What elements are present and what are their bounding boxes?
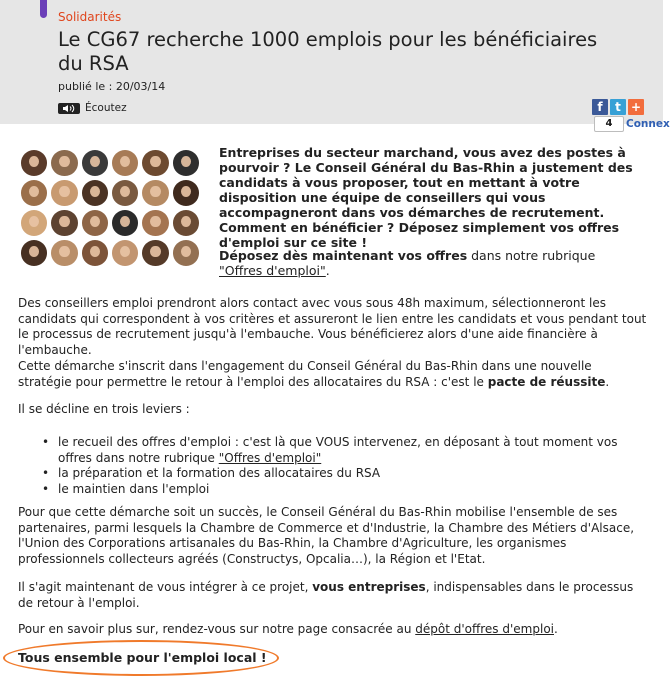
cta-end: .	[325, 263, 330, 278]
cta-text: dans notre rubrique	[467, 248, 596, 263]
paragraph-entreprises-text: Il s'agit maintenant de vous intégrer à ce projet,	[18, 580, 313, 594]
portrait	[142, 180, 168, 206]
portrait	[82, 180, 108, 206]
portrait	[173, 180, 199, 206]
paragraph-demarche-end: .	[605, 374, 610, 389]
portrait	[51, 180, 77, 206]
levers-list	[42, 435, 652, 497]
paragraph-entreprises	[18, 580, 648, 611]
lever-text: le recueil des offres d'emploi : c'est là que VOUS intervenez, en déposant à tout moment vos offres dans notre rubrique	[58, 435, 618, 465]
list-item: • la préparation et la formation des allocataires du RSA	[42, 466, 652, 482]
portrait	[21, 210, 47, 236]
offres-emploi-link-2[interactable]: "Offres d'emploi"	[218, 450, 322, 465]
portrait	[112, 210, 138, 236]
category-label[interactable]: Solidarités	[58, 10, 122, 24]
portrait	[112, 150, 138, 176]
paragraph-partenaires: Pour que cette démarche soit un succès, le Conseil Général du Bas-Rhin mobilise l'ensemble de ses partenaires, parmi lesquels la Chambre de Commerce et d'Industrie, la Chambre des Métiers d'Alsace, l'Union des Corporations artisanales du Bas-Rhin, la Chambre d'Agriculture, les organismes professionnels collecteurs agréés (Constructys, Opcalia…), la Région et l'Etat.	[18, 505, 635, 566]
portrait	[51, 240, 77, 266]
listen-label: Écoutez	[85, 102, 127, 114]
article-header	[0, 0, 663, 124]
offres-emploi-link[interactable]: "Offres d'emploi"	[219, 263, 326, 278]
portrait	[51, 210, 77, 236]
portrait	[142, 210, 168, 236]
facebook-icon[interactable]: f	[592, 99, 608, 115]
share-count: 4	[594, 116, 624, 132]
paragraph-demarche-text: Cette démarche s'inscrit dans l'engagement du Conseil Général du Bas-Rhin dans une nouvelle stratégie pour permettre le retour à l'emploi des allocataires du RSA : c'est le	[18, 359, 592, 389]
speaker-icon	[58, 103, 80, 114]
paragraph-savoir-plus-end: .	[554, 622, 558, 636]
intro-text: Entreprises du secteur marchand, vous avez des postes à pourvoir ? Le Conseil Général du Bas-Rhin a justement des candidats à vous proposer, tout en mettant à votre disposition une équipe de conseillers qui vous accompagneront dans vos démarches de recrutement. Comment en bénéficier ? Déposez simplement vos offres d'emploi sur ce site !	[219, 145, 633, 250]
portrait	[82, 150, 108, 176]
portrait	[21, 240, 47, 266]
portrait	[112, 180, 138, 206]
portrait	[173, 240, 199, 266]
portrait	[112, 240, 138, 266]
paragraph-demarche	[18, 359, 648, 390]
listen-button[interactable]	[58, 102, 127, 114]
list-item	[42, 435, 652, 466]
portrait	[51, 150, 77, 176]
portrait	[82, 240, 108, 266]
closing-slogan: Tous ensemble pour l'emploi local !	[18, 650, 267, 665]
depot-offres-link[interactable]: dépôt d'offres d'emploi	[415, 622, 554, 636]
vous-entreprises: vous entreprises	[312, 580, 426, 594]
list-item: • le maintien dans l'emploi	[42, 482, 652, 498]
portrait	[142, 240, 168, 266]
article-title: Le CG67 recherche 1000 emplois pour les bénéficiaires du RSA	[58, 28, 598, 75]
portrait	[21, 180, 47, 206]
portrait	[173, 150, 199, 176]
paragraph-conseillers: Des conseillers emploi prendront alors contact avec vous sous 48h maximum, sélectionneront les candidats qui correspondent à vos critères et assureront le lien entre les candidats et vous pendant tout le processus de recrutement jusqu'à l'embauche. Vous bénéficierez alors d'une aide financière à l'embauche.	[18, 296, 647, 357]
publish-date: publié le : 20/03/14	[58, 80, 166, 93]
paragraph-leviers: Il se décline en trois leviers :	[18, 402, 190, 416]
cta-bold: Déposez dès maintenant vos offres	[219, 248, 468, 263]
paragraph-savoir-plus-text: Pour en savoir plus sur, rendez-vous sur notre page consacrée au	[18, 622, 416, 636]
portraits-mosaic	[21, 150, 199, 266]
paragraph-entreprises-end: , indispensables dans le processus de retour à l'emploi.	[18, 580, 634, 610]
portrait	[173, 210, 199, 236]
portrait	[21, 150, 47, 176]
portrait	[82, 210, 108, 236]
paragraph-savoir-plus	[18, 622, 648, 638]
portrait	[142, 150, 168, 176]
connect-link[interactable]: Connex	[626, 118, 670, 130]
cta-paragraph	[219, 248, 639, 278]
plus-icon[interactable]: +	[628, 99, 644, 115]
pacte-reussite: pacte de réussite	[487, 374, 606, 389]
accent-bar	[40, 0, 47, 18]
twitter-icon[interactable]: t	[610, 99, 626, 115]
share-buttons	[592, 99, 644, 115]
